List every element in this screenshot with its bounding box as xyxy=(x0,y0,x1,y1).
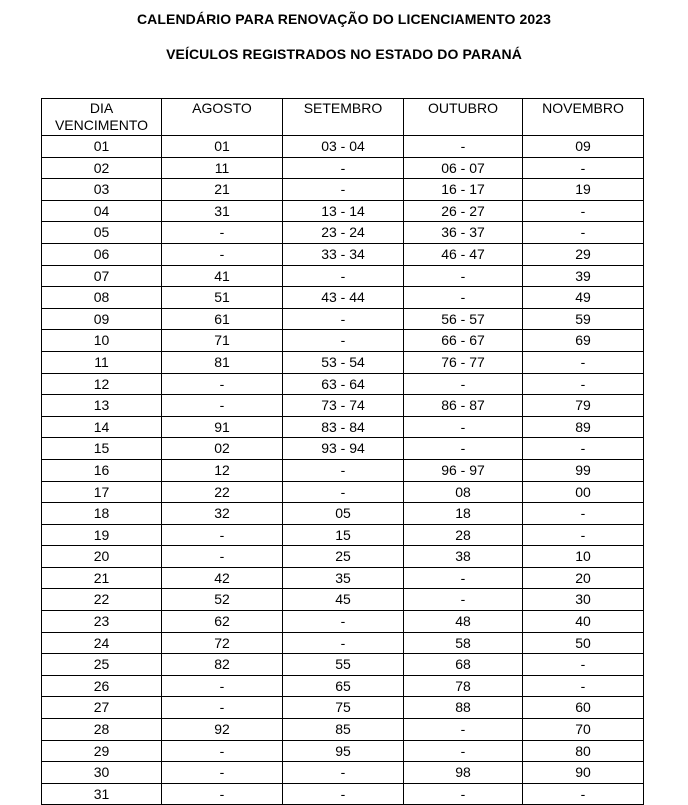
day-cell: 25 xyxy=(42,654,162,676)
day-cell: 31 xyxy=(42,783,162,805)
table-row xyxy=(42,243,644,265)
day-cell: 16 xyxy=(42,459,162,481)
outubro-cell: - xyxy=(404,373,523,395)
day-cell: 12 xyxy=(42,373,162,395)
novembro-cell: 49 xyxy=(523,287,644,309)
outubro-cell: 08 xyxy=(404,481,523,503)
agosto-cell: - xyxy=(162,546,283,568)
setembro-cell: 35 xyxy=(283,567,404,589)
day-cell: 30 xyxy=(42,762,162,784)
outubro-cell: - xyxy=(404,740,523,762)
novembro-cell: 70 xyxy=(523,719,644,741)
agosto-cell: 61 xyxy=(162,308,283,330)
setembro-cell: 75 xyxy=(283,697,404,719)
setembro-cell: 25 xyxy=(283,546,404,568)
outubro-cell: 38 xyxy=(404,546,523,568)
agosto-cell: 21 xyxy=(162,179,283,201)
day-cell: 11 xyxy=(42,351,162,373)
outubro-cell: - xyxy=(404,416,523,438)
table-row xyxy=(42,524,644,546)
table-row xyxy=(42,546,644,568)
novembro-cell: 19 xyxy=(523,179,644,201)
setembro-cell: 05 xyxy=(283,503,404,525)
table-row xyxy=(42,697,644,719)
day-cell: 01 xyxy=(42,136,162,158)
table-row xyxy=(42,719,644,741)
header-dia-vencimento xyxy=(42,99,162,136)
table-row xyxy=(42,330,644,352)
day-cell: 09 xyxy=(42,308,162,330)
table-row xyxy=(42,308,644,330)
day-cell: 05 xyxy=(42,222,162,244)
outubro-cell: 98 xyxy=(404,762,523,784)
outubro-cell: 88 xyxy=(404,697,523,719)
table-row xyxy=(42,783,644,805)
table-row xyxy=(42,179,644,201)
novembro-cell: - xyxy=(523,503,644,525)
outubro-cell: 18 xyxy=(404,503,523,525)
novembro-cell: 39 xyxy=(523,265,644,287)
day-cell: 21 xyxy=(42,567,162,589)
outubro-cell: 68 xyxy=(404,654,523,676)
setembro-cell: 33 - 34 xyxy=(283,243,404,265)
day-cell: 03 xyxy=(42,179,162,201)
day-cell: 04 xyxy=(42,200,162,222)
day-cell: 19 xyxy=(42,524,162,546)
outubro-cell: 78 xyxy=(404,675,523,697)
agosto-cell: 41 xyxy=(162,265,283,287)
setembro-cell: - xyxy=(283,265,404,287)
setembro-cell: 95 xyxy=(283,740,404,762)
outubro-cell: 16 - 17 xyxy=(404,179,523,201)
outubro-cell: - xyxy=(404,136,523,158)
setembro-cell: - xyxy=(283,179,404,201)
novembro-cell: - xyxy=(523,373,644,395)
outubro-cell: 48 xyxy=(404,611,523,633)
day-cell: 20 xyxy=(42,546,162,568)
day-cell: 27 xyxy=(42,697,162,719)
day-cell: 13 xyxy=(42,395,162,417)
table-row xyxy=(42,438,644,460)
outubro-cell: 96 - 97 xyxy=(404,459,523,481)
table-row xyxy=(42,265,644,287)
day-cell: 18 xyxy=(42,503,162,525)
outubro-cell: 46 - 47 xyxy=(404,243,523,265)
day-cell: 29 xyxy=(42,740,162,762)
agosto-cell: 22 xyxy=(162,481,283,503)
outubro-cell: - xyxy=(404,287,523,309)
outubro-cell: - xyxy=(404,719,523,741)
setembro-cell: 65 xyxy=(283,675,404,697)
agosto-cell: 51 xyxy=(162,287,283,309)
agosto-cell: 12 xyxy=(162,459,283,481)
agosto-cell: - xyxy=(162,243,283,265)
table-row xyxy=(42,136,644,158)
novembro-cell: 79 xyxy=(523,395,644,417)
setembro-cell: 85 xyxy=(283,719,404,741)
novembro-cell: 50 xyxy=(523,632,644,654)
agosto-cell: 01 xyxy=(162,136,283,158)
outubro-cell: 56 - 57 xyxy=(404,308,523,330)
header-novembro: NOVEMBRO xyxy=(523,99,644,136)
page-subtitle: VEÍCULOS REGISTRADOS NO ESTADO DO PARANÁ xyxy=(166,46,522,62)
agosto-cell: 92 xyxy=(162,719,283,741)
table-row xyxy=(42,567,644,589)
novembro-cell: 60 xyxy=(523,697,644,719)
agosto-cell: - xyxy=(162,675,283,697)
table-row xyxy=(42,459,644,481)
novembro-cell: 99 xyxy=(523,459,644,481)
novembro-cell: 69 xyxy=(523,330,644,352)
table-row xyxy=(42,200,644,222)
table-row xyxy=(42,351,644,373)
table-body xyxy=(42,136,644,805)
novembro-cell: 09 xyxy=(523,136,644,158)
agosto-cell: 82 xyxy=(162,654,283,676)
novembro-cell: - xyxy=(523,351,644,373)
day-cell: 10 xyxy=(42,330,162,352)
novembro-cell: 89 xyxy=(523,416,644,438)
novembro-cell: 30 xyxy=(523,589,644,611)
agosto-cell: 52 xyxy=(162,589,283,611)
outubro-cell: - xyxy=(404,783,523,805)
setembro-cell: - xyxy=(283,632,404,654)
setembro-cell: - xyxy=(283,459,404,481)
agosto-cell: - xyxy=(162,740,283,762)
novembro-cell: 10 xyxy=(523,546,644,568)
header-setembro: SETEMBRO xyxy=(283,99,404,136)
header-dia-line1: DIA xyxy=(89,100,114,116)
agosto-cell: - xyxy=(162,762,283,784)
novembro-cell: - xyxy=(523,200,644,222)
setembro-cell: 45 xyxy=(283,589,404,611)
header-dia-line2: VENCIMENTO xyxy=(54,117,149,133)
setembro-cell: - xyxy=(283,157,404,179)
page-title: CALENDÁRIO PARA RENOVAÇÃO DO LICENCIAMENTO 2023 xyxy=(136,11,552,27)
agosto-cell: 62 xyxy=(162,611,283,633)
license-calendar-table xyxy=(41,98,644,805)
novembro-cell: 90 xyxy=(523,762,644,784)
table-row xyxy=(42,632,644,654)
agosto-cell: 11 xyxy=(162,157,283,179)
setembro-cell: 73 - 74 xyxy=(283,395,404,417)
agosto-cell: 02 xyxy=(162,438,283,460)
day-cell: 28 xyxy=(42,719,162,741)
table-row xyxy=(42,373,644,395)
day-cell: 22 xyxy=(42,589,162,611)
agosto-cell: 42 xyxy=(162,567,283,589)
table-row xyxy=(42,416,644,438)
outubro-cell: - xyxy=(404,567,523,589)
table-header-row xyxy=(42,99,644,136)
outubro-cell: - xyxy=(404,438,523,460)
table-row xyxy=(42,287,644,309)
agosto-cell: 32 xyxy=(162,503,283,525)
table-row xyxy=(42,157,644,179)
agosto-cell: 81 xyxy=(162,351,283,373)
table-row xyxy=(42,654,644,676)
setembro-cell: 23 - 24 xyxy=(283,222,404,244)
agosto-cell: 71 xyxy=(162,330,283,352)
agosto-cell: 31 xyxy=(162,200,283,222)
novembro-cell: - xyxy=(523,654,644,676)
table-row xyxy=(42,503,644,525)
table-row xyxy=(42,222,644,244)
setembro-cell: 03 - 04 xyxy=(283,136,404,158)
novembro-cell: - xyxy=(523,157,644,179)
outubro-cell: 36 - 37 xyxy=(404,222,523,244)
setembro-cell: - xyxy=(283,330,404,352)
outubro-cell: 06 - 07 xyxy=(404,157,523,179)
outubro-cell: 28 xyxy=(404,524,523,546)
setembro-cell: 83 - 84 xyxy=(283,416,404,438)
setembro-cell: - xyxy=(283,481,404,503)
outubro-cell: - xyxy=(404,589,523,611)
table-row xyxy=(42,395,644,417)
table-row xyxy=(42,740,644,762)
outubro-cell: 58 xyxy=(404,632,523,654)
outubro-cell: 86 - 87 xyxy=(404,395,523,417)
agosto-cell: - xyxy=(162,373,283,395)
agosto-cell: - xyxy=(162,783,283,805)
novembro-cell: 80 xyxy=(523,740,644,762)
outubro-cell: - xyxy=(404,265,523,287)
outubro-cell: 66 - 67 xyxy=(404,330,523,352)
day-cell: 02 xyxy=(42,157,162,179)
day-cell: 08 xyxy=(42,287,162,309)
setembro-cell: 93 - 94 xyxy=(283,438,404,460)
day-cell: 26 xyxy=(42,675,162,697)
agosto-cell: - xyxy=(162,395,283,417)
setembro-cell: - xyxy=(283,611,404,633)
novembro-cell: - xyxy=(523,783,644,805)
setembro-cell: 63 - 64 xyxy=(283,373,404,395)
novembro-cell: 29 xyxy=(523,243,644,265)
novembro-cell: 20 xyxy=(523,567,644,589)
day-cell: 15 xyxy=(42,438,162,460)
novembro-cell: - xyxy=(523,675,644,697)
setembro-cell: 43 - 44 xyxy=(283,287,404,309)
agosto-cell: 72 xyxy=(162,632,283,654)
agosto-cell: - xyxy=(162,697,283,719)
table-row xyxy=(42,611,644,633)
novembro-cell: - xyxy=(523,524,644,546)
setembro-cell: - xyxy=(283,762,404,784)
outubro-cell: 26 - 27 xyxy=(404,200,523,222)
day-cell: 14 xyxy=(42,416,162,438)
setembro-cell: 13 - 14 xyxy=(283,200,404,222)
setembro-cell: - xyxy=(283,783,404,805)
novembro-cell: - xyxy=(523,438,644,460)
setembro-cell: 15 xyxy=(283,524,404,546)
day-cell: 07 xyxy=(42,265,162,287)
day-cell: 23 xyxy=(42,611,162,633)
table-row xyxy=(42,675,644,697)
agosto-cell: - xyxy=(162,222,283,244)
agosto-cell: - xyxy=(162,524,283,546)
outubro-cell: 76 - 77 xyxy=(404,351,523,373)
day-cell: 06 xyxy=(42,243,162,265)
setembro-cell: 53 - 54 xyxy=(283,351,404,373)
agosto-cell: 91 xyxy=(162,416,283,438)
novembro-cell: 59 xyxy=(523,308,644,330)
day-cell: 17 xyxy=(42,481,162,503)
novembro-cell: 00 xyxy=(523,481,644,503)
setembro-cell: 55 xyxy=(283,654,404,676)
table-row xyxy=(42,589,644,611)
header-outubro: OUTUBRO xyxy=(404,99,523,136)
header-agosto: AGOSTO xyxy=(162,99,283,136)
table-row xyxy=(42,762,644,784)
setembro-cell: - xyxy=(283,308,404,330)
novembro-cell: - xyxy=(523,222,644,244)
novembro-cell: 40 xyxy=(523,611,644,633)
table-row xyxy=(42,481,644,503)
day-cell: 24 xyxy=(42,632,162,654)
